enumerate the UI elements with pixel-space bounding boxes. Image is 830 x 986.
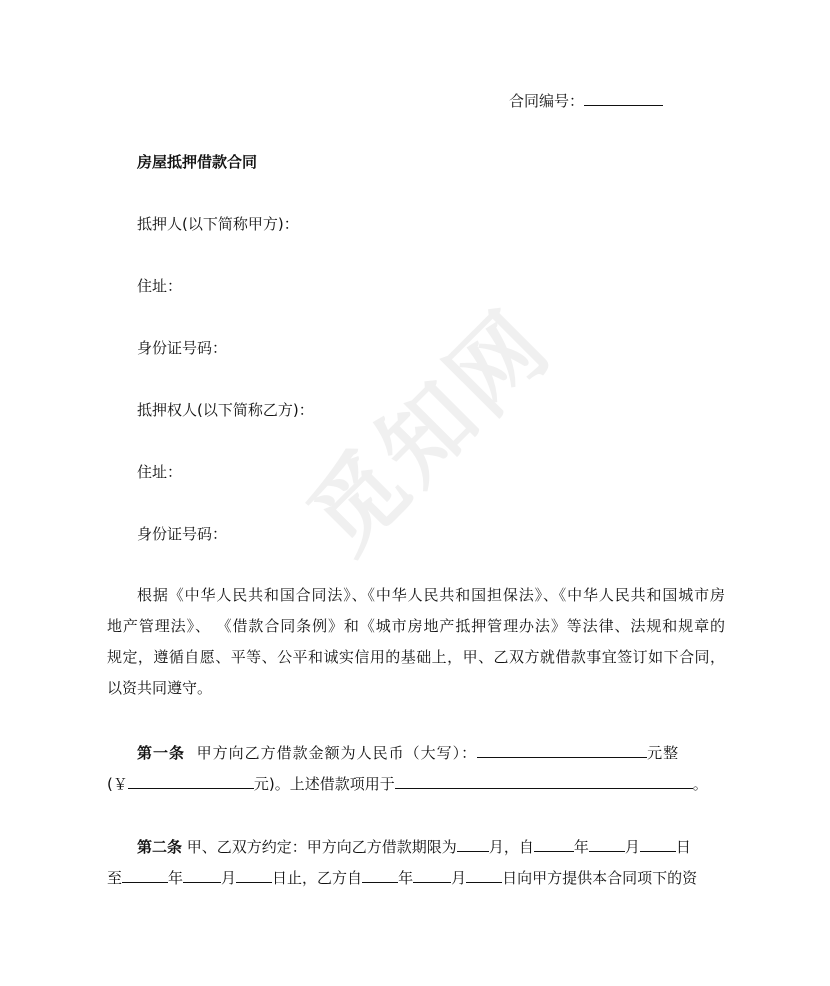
contract-number-line (509, 90, 663, 111)
yuan-open: (￥ (107, 775, 128, 793)
contract-number-label: 合同编号： (509, 92, 585, 110)
provide-day-blank (466, 867, 502, 883)
preamble-line: 地产管理法》、 《借款合同条例》和《城市房地产抵押管理办法》等法律、法规和规章的 (107, 617, 725, 635)
watermark: 觅知网 (288, 289, 573, 574)
mortgagor-address-label: 住址： (137, 277, 183, 295)
amount-figures-blank (128, 773, 254, 789)
start-month-blank (589, 836, 625, 852)
provide-year-blank (362, 867, 398, 883)
article-2-text: 日止，乙方自 (272, 869, 363, 887)
article-2-text: 日 (675, 838, 691, 856)
article-1-end: 。 (692, 775, 708, 793)
contract-title: 房屋抵押借款合同 (137, 153, 258, 171)
article-1 (107, 738, 725, 800)
article-2-text: 甲、乙双方约定：甲方向乙方借款期限为 (186, 838, 457, 856)
article-1-text: 甲方向乙方借款金额为人民币（大写）： (196, 744, 478, 762)
article-2-line-1 (107, 832, 725, 863)
article-1-tail: 元整 (647, 744, 680, 762)
article-2-text: 月 (451, 869, 467, 887)
purpose-blank (395, 773, 693, 789)
end-year-blank (122, 867, 168, 883)
article-1-line-1 (107, 738, 725, 769)
article-2-text: 年 (398, 869, 414, 887)
end-month-blank (183, 867, 221, 883)
preamble-line: 根据《中华人民共和国合同法》、《中华人民共和国担保法》、《中华人民共和国城市房 (137, 586, 725, 604)
term-months-blank (457, 836, 489, 852)
amount-words-blank (477, 742, 647, 758)
article-2-text: 年 (573, 838, 589, 856)
article-2-text: 年 (168, 869, 184, 887)
article-2-text: 至 (107, 869, 123, 887)
mortgagor-id-label: 身份证号码： (137, 339, 228, 357)
provide-month-blank (413, 867, 451, 883)
start-day-blank (640, 836, 676, 852)
article-2-text: 月，自 (488, 838, 534, 856)
purpose-label: 元)。上述借款项用于 (253, 775, 395, 793)
article-1-line-2 (107, 769, 725, 800)
article-2-heading: 第二条 (137, 838, 183, 856)
article-2-text: 月 (624, 838, 640, 856)
article-2-text: 月 (221, 869, 237, 887)
mortgagee-address-label: 住址： (137, 463, 183, 481)
mortgagor-label: 抵押人(以下简称甲方)： (137, 215, 299, 233)
preamble-paragraph (107, 580, 725, 704)
contract-number-blank (584, 90, 663, 106)
start-year-blank (534, 836, 574, 852)
end-day-blank (236, 867, 272, 883)
preamble-line: 规定，遵循自愿、平等、公平和诚实信用的基础上，甲、乙双方就借款事宜签订如下合同， (107, 648, 725, 666)
article-2-line-2 (107, 863, 725, 894)
mortgagee-label: 抵押权人(以下简称乙方)： (137, 401, 314, 419)
preamble-line: 以资共同遵守。 (107, 679, 213, 697)
mortgagee-id-label: 身份证号码： (137, 525, 228, 543)
article-2-text: 日向甲方提供本合同项下的资 (502, 869, 698, 887)
article-1-heading: 第一条 (137, 744, 186, 762)
article-2 (107, 832, 725, 894)
